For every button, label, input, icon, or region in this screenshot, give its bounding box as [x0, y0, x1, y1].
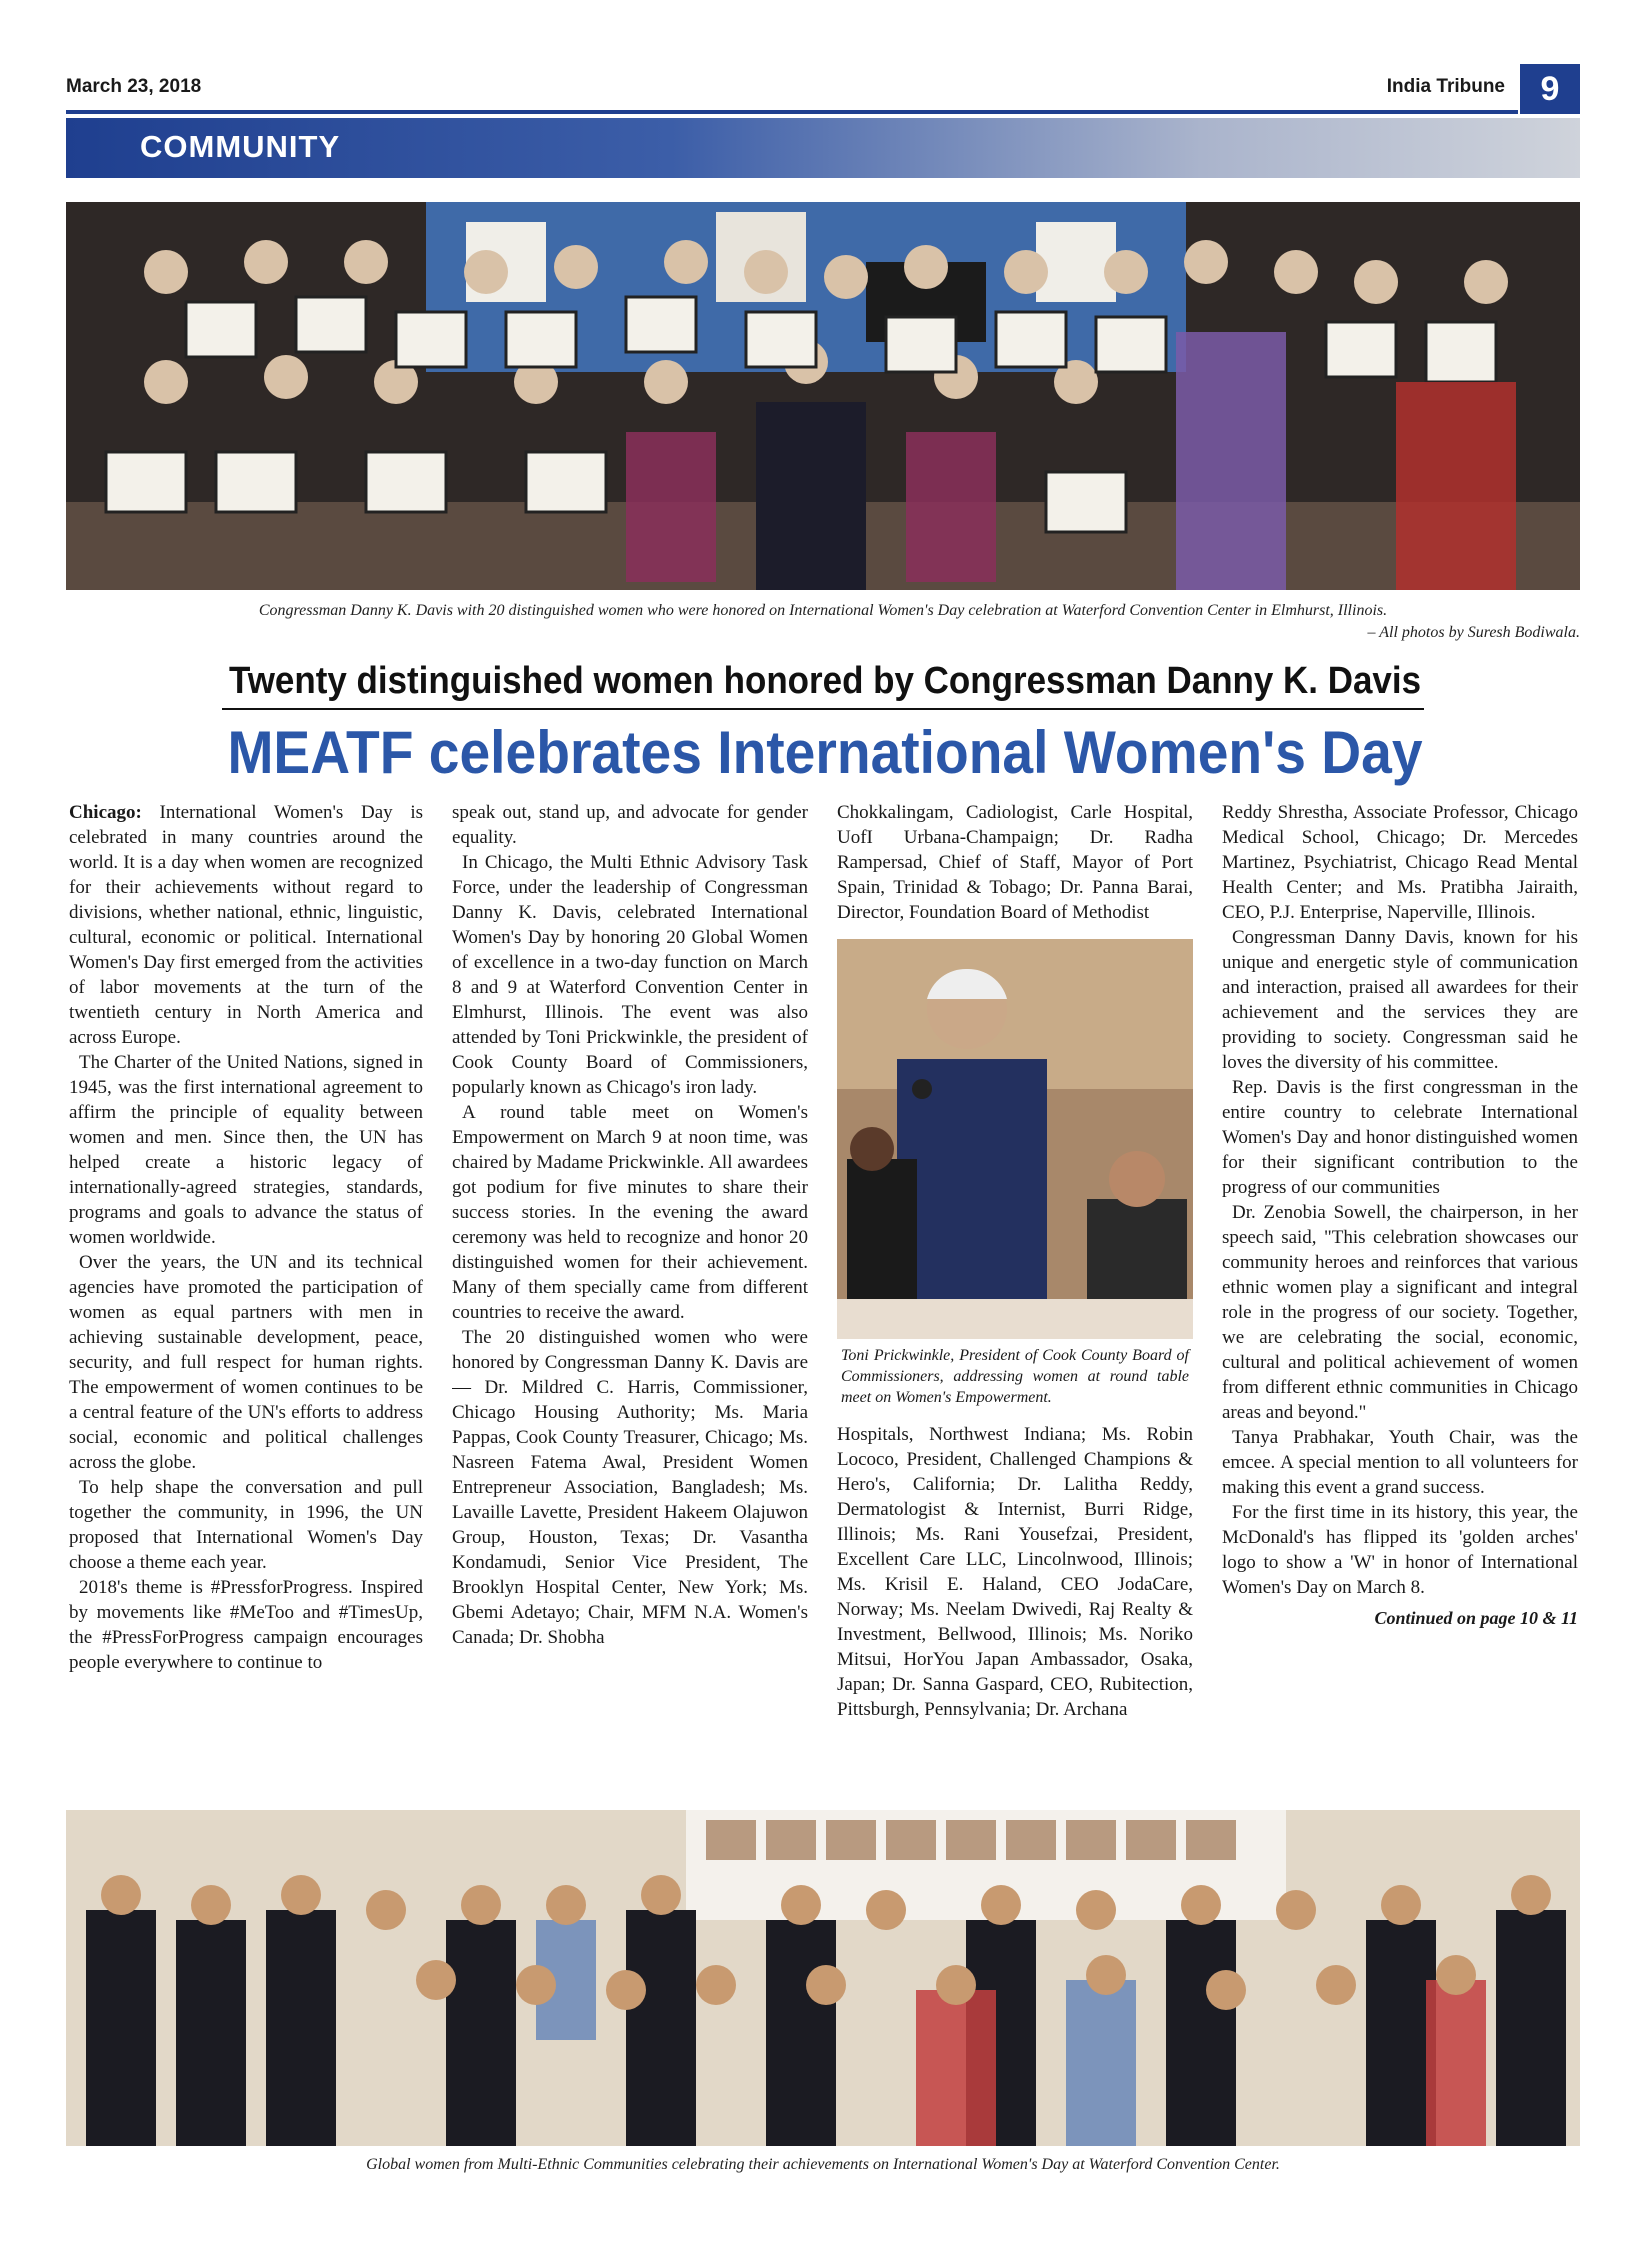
- speaker-photo-illustration: [837, 939, 1193, 1339]
- section-banner: [66, 118, 1580, 178]
- dateline: Chicago:: [69, 802, 142, 823]
- paragraph: For the first time in its history, this year, the McDonald's has flipped its 'golden arches' logo to show a 'W' in honor of International Women's Day on March 8.: [1222, 1502, 1578, 1598]
- header-rule: [66, 110, 1518, 114]
- bottom-group-photo: [66, 1810, 1580, 2146]
- paragraph: The Charter of the United Nations, signed in 1945, was the first international agreement to affirm the principle of equality between women and men. Since then, the UN has helped create a historic legacy of internationally-agreed strategies, standards, programs and goals to advance the status of women worldwide.: [69, 1052, 423, 1248]
- bottom-photo-caption: Global women from Multi-Ethnic Communities celebrating their achievements on International Women's Day at Waterford Convention Center.: [366, 2156, 1280, 2173]
- issue-date: March 23, 2018: [66, 76, 202, 97]
- page-number: 9: [1520, 64, 1580, 114]
- paragraph: Chokkalingam, Cadiologist, Carle Hospital, UofI Urbana-Champaign; Dr. Radha Rampersad, Chief of Staff, Mayor of Port Spain, Trinidad & Tobago; Dr. Panna Barai, Director, Foundation Board of Methodist: [837, 802, 1193, 923]
- subheadline-underline: [222, 708, 1424, 710]
- paragraph: speak out, stand up, and advocate for gender equality.: [452, 802, 808, 848]
- paragraph: To help shape the conversation and pull together the community, in 1996, the UN proposed that International Women's Day choose a theme each year.: [69, 1477, 423, 1573]
- article-column-3: [837, 800, 1193, 1800]
- top-photo-caption: Congressman Danny K. Davis with 20 distinguished women who were honored on International Women's Day celebration at Waterford Convention Center in Elmhurst, Illinois.: [258, 602, 1388, 619]
- paragraph: Dr. Zenobia Sowell, the chairperson, in her speech said, "This celebration showcases our community heroes and reinforces that various ethnic women play a significant and integral role in the progress of our society. Together, we are celebrating the social, economic, cultural and political achievement of women from different ethnic communities in Chicago areas and beyond.": [1222, 1202, 1578, 1423]
- article-headline: MEATF celebrates International Women's Day: [227, 719, 1423, 786]
- section-title: COMMUNITY: [140, 129, 341, 164]
- paragraph: Rep. Davis is the first congressman in the entire country to celebrate International Women's Day and honor distinguished women for their significant contribution to the progress of our communities: [1222, 1077, 1578, 1198]
- paragraph: Over the years, the UN and its technical agencies have promoted the participation of women as equal partners with men in achieving sustainable development, peace, security, and full respect for human rights. The empowerment of women continues to be a central feature of the UN's efforts to address social, economic and political challenges across the globe.: [69, 1252, 423, 1473]
- paragraph: The 20 distinguished women who were honored by Congressman Danny K. Davis are — Dr. Mildred C. Harris, Commissioner, Chicago Housing Authority; Ms. Maria Pappas, Cook County Treasurer, Chicago; Ms. Nasreen Fatema Awal, President Women Entrepreneur Association, Bangladesh; Ms. Lavaille Lavette, President Hakeem Olajuwon Group, Houston, Texas; Dr. Vasantha Kondamudi, Senior Vice President, The Brooklyn Hospital Center, New York; Ms. Gbemi Adetayo; Chair, MFM N.A. Women's Canada; Dr. Shobha: [452, 1327, 808, 1648]
- group-photo-illustration: [66, 202, 1580, 590]
- paragraph: In Chicago, the Multi Ethnic Advisory Task Force, under the leadership of Congressman Danny K. Davis, celebrated International Women's Day by honoring 20 Global Women of excellence in a two-day function on March 8 and 9 at Waterford Convention Center in Elmhurst, Illinois. The event was also attended by Toni Prickwinkle, the president of Cook County Board of Commissioners, popularly known as Chicago's iron lady.: [452, 852, 808, 1098]
- article-subheadline: Twenty distinguished women honored by Congressman Danny K. Davis: [228, 660, 1422, 702]
- paragraph: A round table meet on Women's Empowerment on March 9 at noon time, was chaired by Madame Prickwinkle. All awardees got podium for five minutes to share their success stories. In the evening the award ceremony was held to recognize and honor 20 distinguished women for their achievement. Many of them specially came from different countries to receive the award.: [452, 1102, 808, 1323]
- paragraph: [69, 800, 423, 1050]
- article-column-2: [452, 800, 808, 1800]
- paragraph: Reddy Shrestha, Associate Professor, Chicago Medical School, Chicago; Dr. Mercedes Martinez, Psychiatrist, Chicago Read Mental Health Center; and Ms. Pratibha Jairaith, CEO, P.J. Enterprise, Naperville, Illinois.: [1222, 802, 1578, 923]
- paragraph: Congressman Danny Davis, known for his unique and energetic style of communication and interaction, praised all awardees for their achievement and the services they are providing to society. Congressman said he loves the diversity of his committee.: [1222, 927, 1578, 1073]
- article-column-4: [1222, 800, 1578, 1800]
- continued-notice: Continued on page 10 & 11: [1374, 1608, 1578, 1628]
- inset-photo-prickwinkle: [837, 939, 1193, 1339]
- top-group-photo: [66, 202, 1580, 590]
- inset-photo-caption: Toni Prickwinkle, President of Cook County Board of Commissioners, addressing women at round table meet on Women's Empowerment.: [841, 1347, 1189, 1406]
- paragraph: 2018's theme is #PressforProgress. Inspired by movements like #MeToo and #TimesUp, the #PressForProgress campaign encourages people everywhere to continue to: [69, 1577, 423, 1673]
- photo-credit: – All photos by Suresh Bodiwala.: [1367, 624, 1580, 641]
- paragraph: Tanya Prabhakar, Youth Chair, was the emcee. A special mention to all volunteers for making this event a grand success.: [1222, 1427, 1578, 1498]
- article-column-1: [69, 800, 423, 1800]
- paragraph-text: International Women's Day is celebrated in many countries around the world. It is a day when women are recognized for their achievements without regard to divisions, whether national, ethnic, linguistic, cultural, economic or political. International Women's Day first emerged from the activities of labor movements at the turn of the twentieth century in North America and across Europe.: [69, 802, 423, 1048]
- paragraph: Hospitals, Northwest Indiana; Ms. Robin Lococo, President, Challenged Champions & Hero's, California; Dr. Lalitha Reddy, Dermatologist & Internist, Burri Ridge, Illinois; Ms. Rani Yousefzai, President, Excellent Care LLC, Lincolnwood, Illinois; Ms. Krisil E. Haland, CEO JodaCare, Norway; Ms. Neelam Dwivedi, Raj Realty & Investment, Bellwood, Illinois; Ms. Noriko Mitsui, HorYou Japan Ambassador, Osaka, Japan; Dr. Sanna Gaspard, CEO, Rubitection, Pittsburgh, Pennsylvania; Dr. Archana: [837, 1424, 1193, 1720]
- publication-name: India Tribune: [1386, 76, 1505, 97]
- group-photo-illustration: [66, 1810, 1580, 2146]
